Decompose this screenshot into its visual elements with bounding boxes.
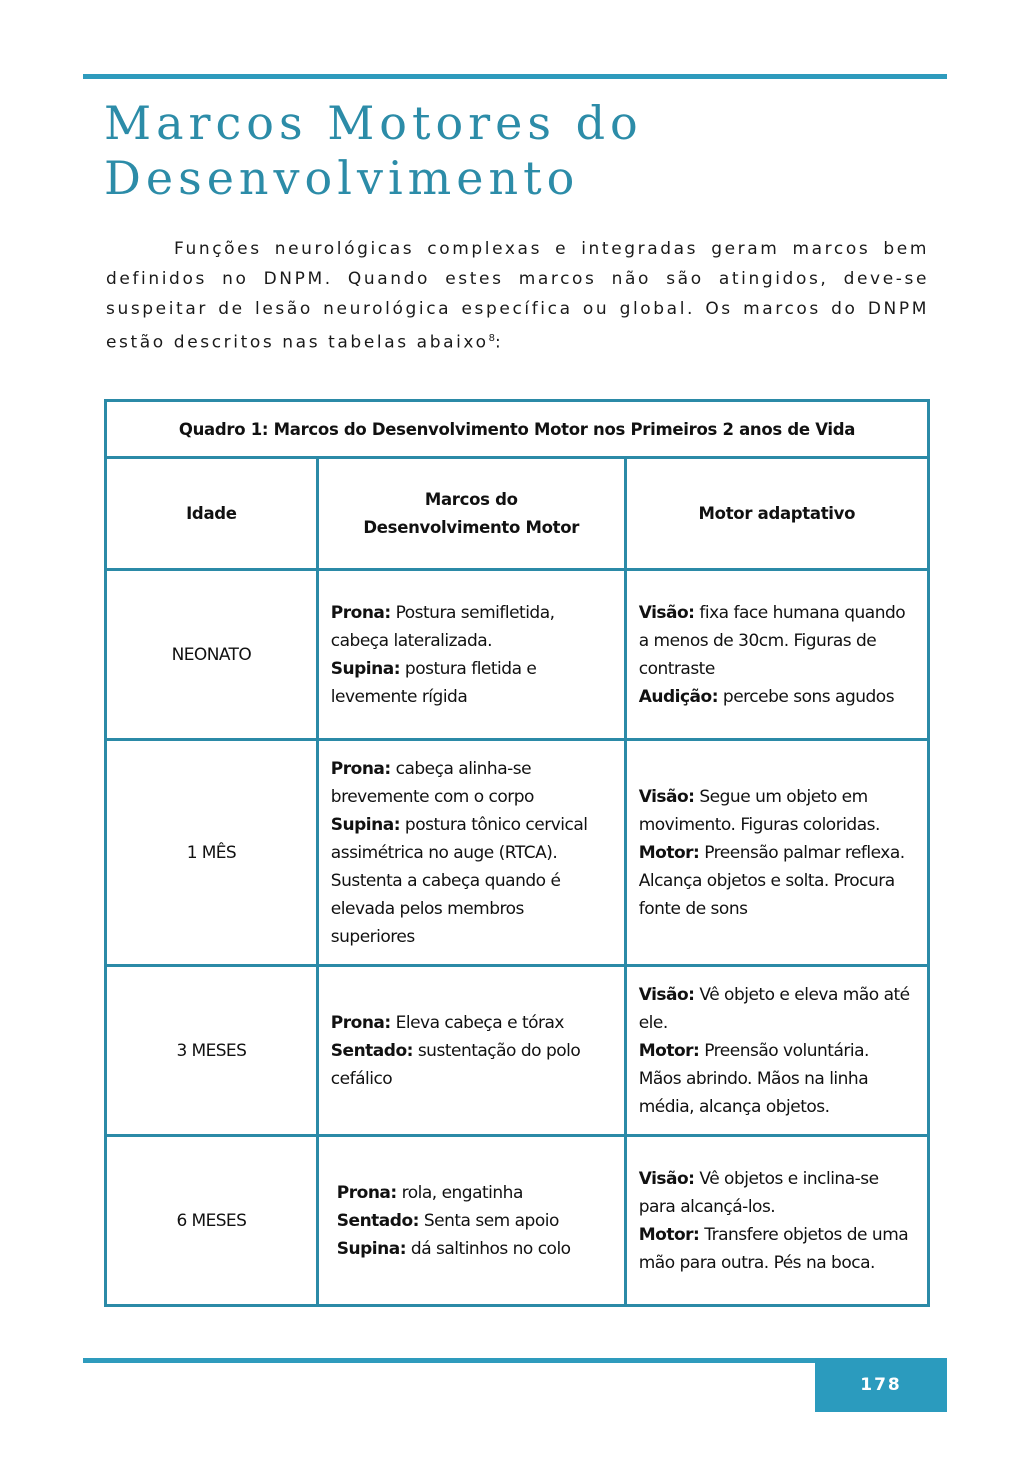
adaptativo-cell bbox=[625, 966, 928, 1136]
table-caption-row bbox=[106, 401, 929, 458]
marcos-cell bbox=[317, 570, 625, 740]
entry-text: cabeça alinha-se brevemente com o corpo bbox=[330, 758, 534, 807]
entry-text: Postura semifletida, cabeça lateralizada. bbox=[330, 602, 555, 651]
entry-text: percebe sons agudos bbox=[718, 686, 895, 707]
entry-text: postura fletida e levemente rígida bbox=[330, 658, 537, 707]
page-number: 178 bbox=[860, 1375, 902, 1395]
table-row bbox=[106, 570, 929, 740]
entry-text: Eleva cabeça e tórax bbox=[390, 1012, 564, 1033]
table-row bbox=[106, 740, 929, 966]
intro-text: Funções neurológicas complexas e integradas geram marcos bem definidos no DNPM. Quando estes marcos não são atingidos, deve-se suspeitar de lesão neurológica específica ou global. Os marcos do DNPM estão descritos nas tabelas abaixo bbox=[106, 239, 929, 353]
intro-paragraph bbox=[106, 234, 929, 358]
entry-label: Prona: bbox=[330, 758, 391, 779]
entry-label: Prona: bbox=[336, 1182, 397, 1203]
table-caption: Quadro 1: Marcos do Desenvolvimento Motor nos Primeiros 2 anos de Vida bbox=[106, 401, 929, 458]
entry-label: Visão: bbox=[638, 602, 695, 623]
adaptativo-cell bbox=[625, 570, 928, 740]
marcos-cell bbox=[317, 1136, 625, 1306]
entry-text: Vê objeto e eleva mão até ele. bbox=[638, 984, 910, 1033]
entry-label: Audição: bbox=[638, 686, 719, 707]
age-cell: NEONATO bbox=[106, 570, 318, 740]
entry-label: Prona: bbox=[330, 602, 391, 623]
entry-label: Visão: bbox=[638, 1168, 695, 1189]
age-cell: 1 MÊS bbox=[106, 740, 318, 966]
footer-divider bbox=[83, 1358, 823, 1363]
entry-label: Motor: bbox=[638, 1040, 700, 1061]
header-marcos-text: Marcos do Desenvolvimento Motor bbox=[363, 489, 580, 537]
entry-label: Supina: bbox=[330, 658, 401, 679]
entry-label: Motor: bbox=[638, 842, 700, 863]
entry-label: Sentado: bbox=[336, 1210, 419, 1231]
age-cell: 3 MESES bbox=[106, 966, 318, 1136]
entry-label: Supina: bbox=[336, 1238, 407, 1259]
marcos-cell bbox=[317, 740, 625, 966]
page-title bbox=[104, 96, 643, 206]
entry-text: rola, engatinha bbox=[396, 1182, 523, 1203]
header-motor-adaptativo: Motor adaptativo bbox=[625, 458, 928, 570]
marcos-cell bbox=[317, 966, 625, 1136]
entry-text: dá saltinhos no colo bbox=[406, 1238, 571, 1259]
entry-text: Transfere objetos de uma mão para outra. Pés na boca. bbox=[638, 1224, 909, 1273]
entry-label: Prona: bbox=[330, 1012, 391, 1033]
entry-label: Motor: bbox=[638, 1224, 700, 1245]
table-row bbox=[106, 1136, 929, 1306]
title-line-2: Desenvolvimento bbox=[104, 151, 580, 205]
top-divider bbox=[83, 74, 947, 79]
entry-label: Sentado: bbox=[330, 1040, 413, 1061]
table-header-row bbox=[106, 458, 929, 570]
adaptativo-cell bbox=[625, 1136, 928, 1306]
title-line-1: Marcos Motores do bbox=[104, 96, 643, 150]
entry-label: Visão: bbox=[638, 984, 695, 1005]
entry-text: fixa face humana quando a menos de 30cm. Figuras de contraste bbox=[638, 602, 906, 679]
table-row bbox=[106, 966, 929, 1136]
entry-text: Segue um objeto em movimento. Figuras coloridas. bbox=[638, 786, 880, 835]
entry-text: Preensão palmar reflexa. Alcança objetos e solta. Procura fonte de sons bbox=[638, 842, 905, 919]
age-cell: 6 MESES bbox=[106, 1136, 318, 1306]
header-marcos bbox=[317, 458, 625, 570]
intro-suffix: : bbox=[494, 332, 504, 353]
entry-text: Vê objetos e inclina-se para alcançá-los. bbox=[638, 1168, 879, 1217]
footnote-reference: 8 bbox=[488, 333, 495, 344]
entry-text: sustentação do polo cefálico bbox=[330, 1040, 581, 1089]
entry-text: Preensão voluntária. Mãos abrindo. Mãos na linha média, alcança objetos. bbox=[638, 1040, 869, 1117]
entry-text: postura tônico cervical assimétrica no auge (RTCA). Sustenta a cabeça quando é elevada pelos membros superiores bbox=[330, 814, 588, 947]
adaptativo-cell bbox=[625, 740, 928, 966]
entry-text: Senta sem apoio bbox=[418, 1210, 559, 1231]
entry-label: Visão: bbox=[638, 786, 695, 807]
page-number-badge bbox=[815, 1358, 947, 1412]
entry-label: Supina: bbox=[330, 814, 401, 835]
milestones-table bbox=[104, 399, 930, 1307]
header-idade: Idade bbox=[106, 458, 318, 570]
